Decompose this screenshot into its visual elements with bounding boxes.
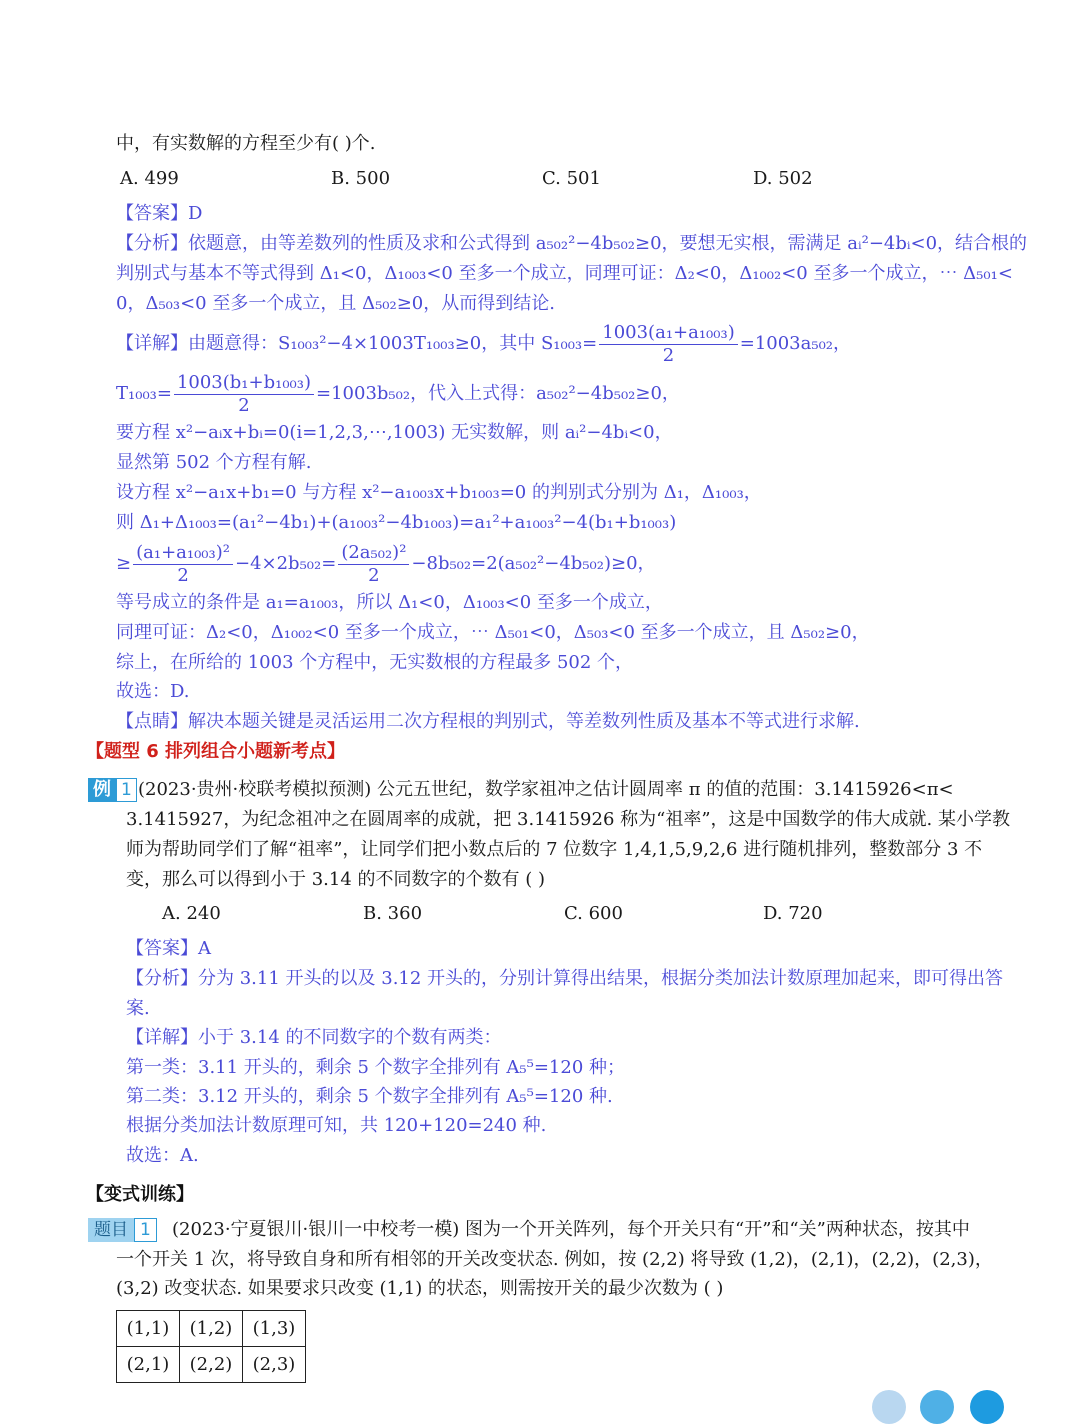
fraction-denominator: 2 [177,564,189,586]
problem-stem-line-3: (3,2) 改变状态. 如果要求只改变 (1,1) 的状态，则需按开关的最少次数为 ( ) [116,1278,724,1299]
example-analysis-line-1: 【分析】分为 3.11 开头的以及 3.12 开头的，分别计算得出结果，根据分类加法计数原理加起来，即可得出答 [126,968,1004,989]
example-options [162,902,863,926]
example-tag-number: 1 [116,778,137,802]
detail-line-6: 则 Δ₁+Δ₁₀₀₃=(a₁²−4b₁)+(a₁₀₀₃²−4b₁₀₀₃)=a₁²+a₁₀₀₃²−4(b₁+b₁₀₀₃) [116,512,677,533]
table-cell: (2,3) [243,1347,306,1383]
detail-7-text-c: −8b₅₀₂=2(a₅₀₂²−4b₅₀₂)≥0， [411,553,656,574]
table-row [117,1347,306,1383]
detail-1-text-a: 【详解】由题意得：S₁₀₀₃²−4×1003T₁₀₀₃≥0，其中 S₁₀₀₃= [116,333,598,354]
problem-tag-label: 题目 [88,1218,134,1242]
detail-7-text-a: ≥ [116,553,132,574]
example-stem-line-1: (2023·贵州·校联考模拟预测) 公元五世纪，数学家祖冲之估计圆周率 π 的值的范围：3.1415926<π< [138,779,954,800]
option-c: C. 501 [542,168,601,189]
detail-1-text-b: =1003a₅₀₂， [739,333,852,354]
decorative-circle [872,1390,906,1424]
example-tag-label: 例 [88,778,116,802]
key-point-line: 【点睛】解决本题关键是灵活运用二次方程根的判别式，等差数列性质及基本不等式进行求解. [116,711,860,732]
example-detail-line-5: 故选：A. [126,1145,199,1166]
problem-stem-line-2: 一个开关 1 次，将导致自身和所有相邻的开关改变状态. 例如，按 (2,2) 将导致 (1,2)，(2,1)，(2,2)，(2,3)， [116,1249,993,1270]
option-d: D. 502 [753,168,813,189]
fraction-denominator: 2 [238,394,250,416]
question-options [120,167,964,191]
option-a: A. 499 [120,168,179,189]
table-cell: (1,2) [180,1311,243,1347]
detail-line-8: 等号成立的条件是 a₁=a₁₀₀₃，所以 Δ₁<0，Δ₁₀₀₃<0 至多一个成立， [116,592,663,613]
detail-line-11: 故选：D. [116,681,190,702]
section-title: 【题型 6 排列组合小题新考点】 [86,741,346,762]
fraction-denominator: 2 [368,564,380,586]
example-detail-line-1: 【详解】小于 3.14 的不同数字的个数有两类： [126,1027,502,1048]
switch-grid-table [116,1310,306,1383]
detail-2-text-a: T₁₀₀₃= [116,383,172,404]
detail-line-3: 要方程 x²−aᵢx+bᵢ=0(i=1,2,3,⋯,1003) 无实数解，则 aᵢ²−4bᵢ<0， [116,422,673,443]
table-row [117,1311,306,1347]
problem-tag [88,1218,157,1242]
fraction-s1003 [599,322,737,367]
example-detail-line-4: 根据分类加法计数原理可知，共 120+120=240 种. [126,1115,547,1136]
detail-line-5: 设方程 x²−a₁x+b₁=0 与方程 x²−a₁₀₀₃x+b₁₀₀₃=0 的判别式分别为 Δ₁，Δ₁₀₀₃， [116,482,762,503]
example-detail-line-2: 第一类：3.11 开头的，剩余 5 个数字全排列有 A₅⁵=120 种； [126,1057,626,1078]
example-detail-line-3: 第二类：3.12 开头的，剩余 5 个数字全排列有 A₅⁵=120 种. [126,1086,613,1107]
example-stem-line-3: 师为帮助同学们了解“祖率”，让同学们把小数点后的 7 位数字 1,4,1,5,9,2,6 进行随机排列，整数部分 3 不 [126,839,983,860]
example-analysis-line-2: 案. [126,998,150,1019]
fraction-numerator: (a₁+a₁₀₀₃)² [133,542,233,565]
detail-7-text-b: −4×2b₅₀₂= [234,553,337,574]
analysis-line-1: 【分析】依题意，由等差数列的性质及求和公式得到 a₅₀₂²−4b₅₀₂≥0，要想无实根，需满足 aᵢ²−4bᵢ<0，结合根的 [116,233,1028,254]
detail-line-9: 同理可证：Δ₂<0，Δ₁₀₀₂<0 至多一个成立，⋯ Δ₅₀₁<0，Δ₅₀₃<0 至多一个成立，且 Δ₅₀₂≥0， [116,622,870,643]
detail-line-1 [116,320,851,368]
decorative-circle [920,1390,954,1424]
problem-tag-number: 1 [134,1218,157,1242]
fraction-sum-squared [133,542,233,587]
example-answer: 【答案】A [126,938,211,959]
detail-line-4: 显然第 502 个方程有解. [116,452,312,473]
fraction-t1003 [174,372,314,417]
problem-stem-line-1: (2023·宁夏银川·银川一中校考一模) 图为一个开关阵列，每个开关只有“开”和“关”两种状态，按其中 [172,1219,970,1240]
option-b: B. 360 [363,903,423,924]
answer-line: 【答案】D [116,203,203,224]
table-cell: (2,2) [180,1347,243,1383]
example-stem-line-4: 变，那么可以得到小于 3.14 的不同数字的个数有 ( ) [126,869,546,890]
fraction-double-squared [338,542,409,587]
table-cell: (1,3) [243,1311,306,1347]
fraction-denominator: 2 [662,344,675,366]
analysis-line-3: 0，Δ₅₀₃<0 至多一个成立，且 Δ₅₀₂≥0，从而得到结论. [116,293,555,314]
detail-line-7 [116,540,656,588]
option-a: A. 240 [162,903,221,924]
fraction-numerator: 1003(b₁+b₁₀₀₃) [174,372,314,395]
fraction-numerator: 1003(a₁+a₁₀₀₃) [599,322,737,345]
detail-2-text-b: =1003b₅₀₂，代入上式得：a₅₀₂²−4b₅₀₂≥0， [316,383,680,404]
variant-title: 【变式训练】 [86,1184,194,1205]
option-c: C. 600 [564,903,623,924]
example-tag [88,778,137,802]
option-d: D. 720 [763,903,823,924]
detail-line-10: 综上，在所给的 1003 个方程中，无实数根的方程最多 502 个， [116,652,634,673]
decorative-circle [970,1390,1004,1424]
option-b: B. 500 [331,168,391,189]
analysis-line-2: 判别式与基本不等式得到 Δ₁<0，Δ₁₀₀₃<0 至多一个成立，同理可证：Δ₂<0，Δ₁₀₀₂<0 至多一个成立，⋯ Δ₅₀₁< [116,263,1013,284]
fraction-numerator: (2a₅₀₂)² [338,542,409,565]
question-stem-tail: 中，有实数解的方程至少有( )个. [116,133,376,154]
table-cell: (2,1) [117,1347,180,1383]
table-cell: (1,1) [117,1311,180,1347]
detail-line-2 [116,370,680,418]
example-stem-line-2: 3.1415927，为纪念祖冲之在圆周率的成就，把 3.1415926 称为“祖率”，这是中国数学的伟大成就. 某小学教 [126,809,1010,830]
